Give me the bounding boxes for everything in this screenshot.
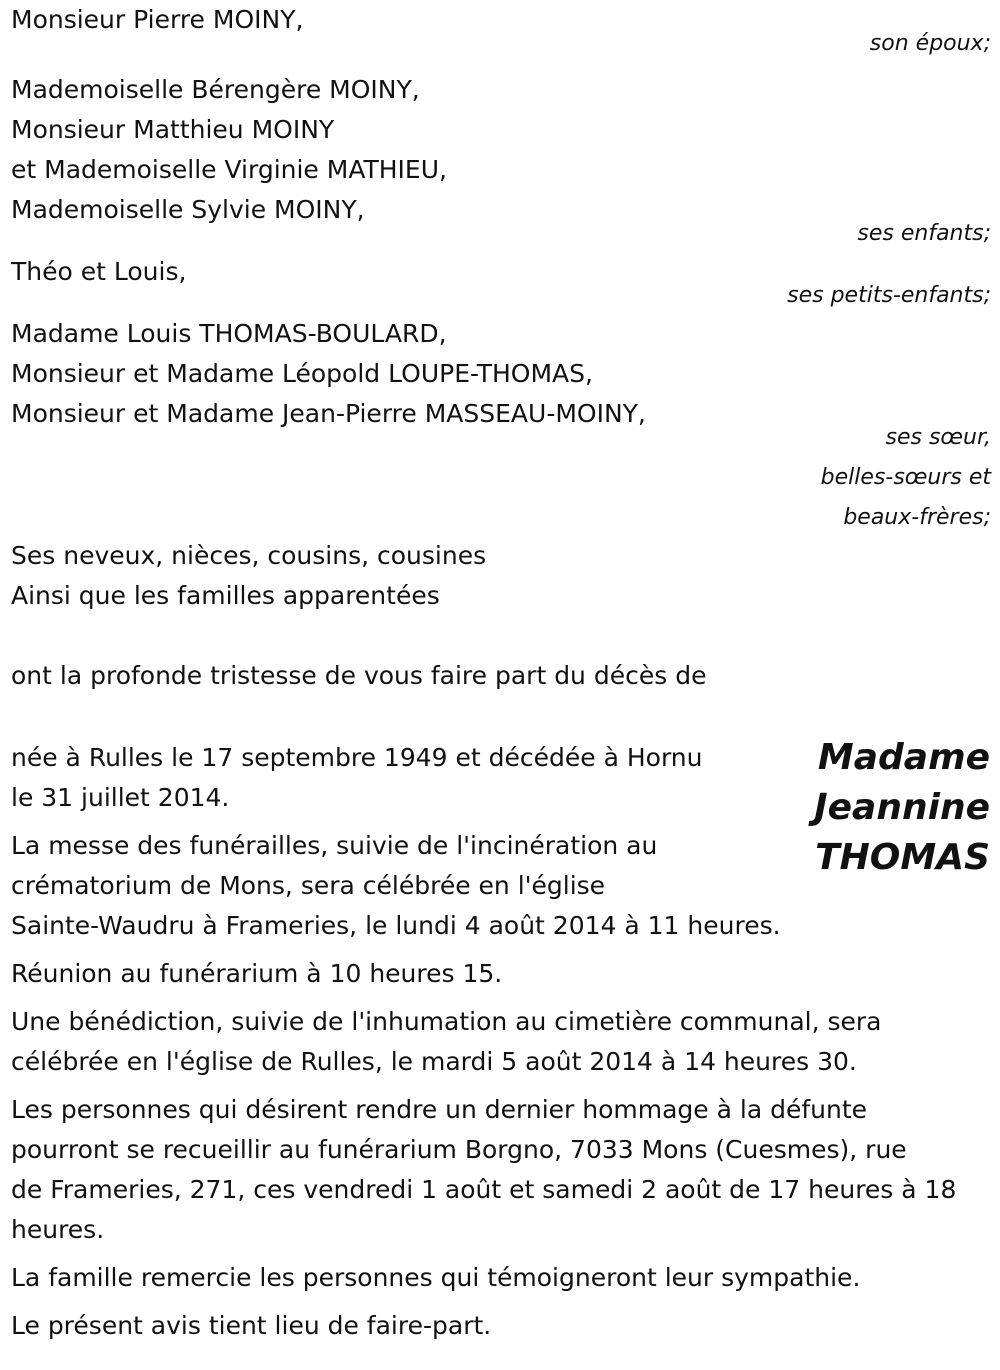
blessing-paragraph bbox=[11, 1002, 991, 1082]
thanks-paragraph bbox=[11, 1258, 991, 1298]
grandchildren-names: Théo et Louis, bbox=[11, 257, 187, 286]
meeting-line: Réunion au funérarium à 10 heures 15. bbox=[11, 959, 503, 988]
notice-details bbox=[11, 738, 991, 1354]
child-name: et Mademoiselle Virginie MATHIEU, bbox=[11, 155, 447, 184]
thanks-line: La famille remercie les personnes qui témoigneront leur sympathie. bbox=[11, 1263, 861, 1292]
grandchildren-role: ses petits-enfants; bbox=[787, 283, 991, 308]
others-line: Ainsi que les familles apparentées bbox=[11, 581, 440, 610]
funeral-line: crématorium de Mons, sera célébrée en l'église bbox=[11, 871, 606, 900]
siblings-role: ses sœur, bbox=[885, 425, 991, 450]
birth-line: le 31 juillet 2014. bbox=[11, 783, 230, 812]
deceased-last-name: THOMAS bbox=[815, 837, 990, 878]
others-line: Ses neveux, nièces, cousins, cousines bbox=[11, 541, 487, 570]
visit-line: Les personnes qui désirent rendre un dernier hommage à la défunte bbox=[11, 1095, 868, 1124]
blessing-line: célébrée en l'église de Rulles, le mardi 5 août 2014 à 14 heures 30. bbox=[11, 1047, 857, 1076]
sibling-name: Madame Louis THOMAS-BOULARD, bbox=[11, 319, 447, 348]
funeral-paragraph bbox=[11, 826, 991, 946]
announcement-text: ont la profonde tristesse de vous faire part du décès de bbox=[11, 661, 707, 690]
notice-line: Le présent avis tient lieu de faire-part. bbox=[11, 1311, 492, 1340]
meeting-paragraph bbox=[11, 954, 991, 994]
funeral-line: La messe des funérailles, suivie de l'incinération au bbox=[11, 831, 658, 860]
family-list bbox=[11, 0, 991, 696]
visit-paragraph bbox=[11, 1090, 991, 1250]
spouse-role: son époux; bbox=[869, 31, 991, 56]
child-name: Mademoiselle Bérengère MOINY, bbox=[11, 75, 420, 104]
sibling-name: Monsieur et Madame Jean-Pierre MASSEAU-MOINY, bbox=[11, 399, 646, 428]
siblings-role: belles-sœurs et bbox=[820, 465, 991, 490]
children-role: ses enfants; bbox=[857, 221, 991, 246]
birth-line: née à Rulles le 17 septembre 1949 et décédée à Hornu bbox=[11, 743, 703, 772]
child-name: Monsieur Matthieu MOINY bbox=[11, 115, 335, 144]
spouse-name: Monsieur Pierre MOINY, bbox=[11, 5, 304, 34]
funeral-line: Sainte-Waudru à Frameries, le lundi 4 août 2014 à 11 heures. bbox=[11, 911, 781, 940]
siblings-role: beaux-frères; bbox=[843, 505, 991, 530]
blessing-line: Une bénédiction, suivie de l'inhumation au cimetière communal, sera bbox=[11, 1007, 882, 1036]
visit-line: de Frameries, 271, ces vendredi 1 août et samedi 2 août de 17 heures à 18 bbox=[11, 1175, 957, 1204]
visit-line: pourront se recueillir au funérarium Borgno, 7033 Mons (Cuesmes), rue bbox=[11, 1135, 907, 1164]
child-name: Mademoiselle Sylvie MOINY, bbox=[11, 195, 365, 224]
visit-line: heures. bbox=[11, 1215, 105, 1244]
deceased-first-name: Jeannine bbox=[814, 787, 990, 828]
notice-paragraph bbox=[11, 1306, 991, 1346]
deceased-title: Madame bbox=[817, 737, 990, 778]
sibling-name: Monsieur et Madame Léopold LOUPE-THOMAS, bbox=[11, 359, 593, 388]
birth-paragraph bbox=[11, 738, 991, 818]
